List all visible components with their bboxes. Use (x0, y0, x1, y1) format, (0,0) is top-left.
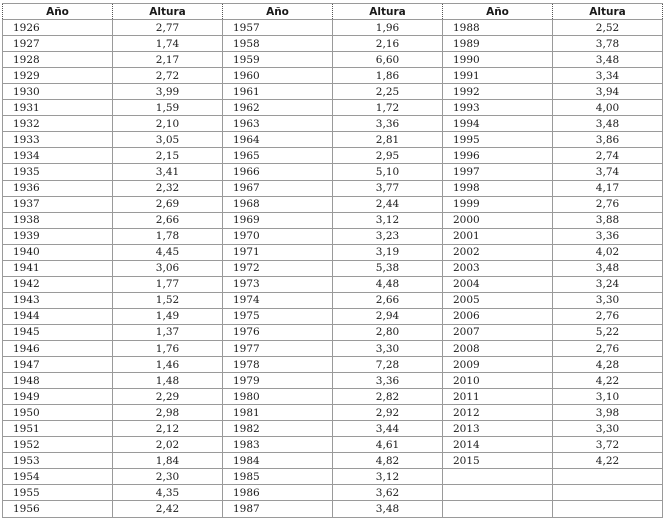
height-cell (553, 469, 663, 485)
year-cell: 1955 (3, 485, 113, 501)
table-row (3, 180, 663, 196)
year-cell: 1946 (3, 340, 113, 356)
table-body (3, 20, 663, 517)
year-cell: 1952 (3, 437, 113, 453)
year-cell: 1948 (3, 373, 113, 389)
height-cell: 3,10 (553, 389, 663, 405)
height-cell: 3,48 (553, 116, 663, 132)
height-cell: 4,17 (553, 180, 663, 196)
table-row (3, 308, 663, 324)
height-cell: 2,30 (113, 469, 223, 485)
year-cell: 1953 (3, 453, 113, 469)
height-cell: 6,60 (333, 52, 443, 68)
year-cell: 1940 (3, 244, 113, 260)
height-cell: 3,19 (333, 244, 443, 260)
height-cell: 3,36 (333, 116, 443, 132)
year-cell: 1982 (223, 421, 333, 437)
year-cell: 2010 (443, 373, 553, 389)
year-cell: 1975 (223, 308, 333, 324)
header-height-2: Altura (333, 4, 443, 20)
year-cell: 1981 (223, 405, 333, 421)
year-cell: 1994 (443, 116, 553, 132)
header-year-1: Año (3, 4, 113, 20)
year-cell: 1931 (3, 100, 113, 116)
year-cell: 1977 (223, 340, 333, 356)
table-row (3, 212, 663, 228)
table-row (3, 421, 663, 437)
year-cell (443, 501, 553, 517)
year-cell: 1973 (223, 276, 333, 292)
year-cell: 1936 (3, 180, 113, 196)
year-cell: 1961 (223, 84, 333, 100)
height-cell (553, 485, 663, 501)
height-cell: 3,44 (333, 421, 443, 437)
height-cell: 4,02 (553, 244, 663, 260)
year-cell: 1972 (223, 260, 333, 276)
height-cell: 2,02 (113, 437, 223, 453)
height-cell: 2,25 (333, 84, 443, 100)
year-cell: 2007 (443, 324, 553, 340)
table-row (3, 20, 663, 36)
table-row (3, 469, 663, 485)
year-cell: 1932 (3, 116, 113, 132)
height-cell: 1,84 (113, 453, 223, 469)
height-cell (553, 501, 663, 517)
height-cell: 3,86 (553, 132, 663, 148)
header-row (3, 4, 663, 20)
year-cell: 1993 (443, 100, 553, 116)
height-cell: 2,16 (333, 36, 443, 52)
year-cell: 1954 (3, 469, 113, 485)
height-cell: 3,48 (553, 52, 663, 68)
year-cell: 2000 (443, 212, 553, 228)
height-cell: 3,74 (553, 164, 663, 180)
year-cell: 2005 (443, 292, 553, 308)
height-cell: 2,76 (553, 308, 663, 324)
height-cell: 2,95 (333, 148, 443, 164)
year-cell: 2014 (443, 437, 553, 453)
height-cell: 2,66 (113, 212, 223, 228)
height-cell: 3,62 (333, 485, 443, 501)
height-cell: 2,72 (113, 68, 223, 84)
year-cell: 2011 (443, 389, 553, 405)
year-cell: 1987 (223, 501, 333, 517)
year-cell: 1943 (3, 292, 113, 308)
table-row (3, 196, 663, 212)
height-cell: 2,32 (113, 180, 223, 196)
year-cell: 1979 (223, 373, 333, 389)
year-cell: 1963 (223, 116, 333, 132)
table-row (3, 340, 663, 356)
year-cell: 1978 (223, 357, 333, 373)
year-cell: 1971 (223, 244, 333, 260)
year-cell: 1995 (443, 132, 553, 148)
year-cell: 1966 (223, 164, 333, 180)
table-row (3, 453, 663, 469)
height-cell: 3,48 (333, 501, 443, 517)
year-cell: 1933 (3, 132, 113, 148)
height-cell: 1,78 (113, 228, 223, 244)
year-cell: 1934 (3, 148, 113, 164)
height-cell: 7,28 (333, 357, 443, 373)
table-row (3, 485, 663, 501)
height-cell: 3,12 (333, 212, 443, 228)
table-row (3, 276, 663, 292)
height-cell: 3,41 (113, 164, 223, 180)
height-cell: 3,72 (553, 437, 663, 453)
header-height-1: Altura (113, 4, 223, 20)
height-cell: 1,59 (113, 100, 223, 116)
height-cell: 4,22 (553, 373, 663, 389)
height-cell: 1,77 (113, 276, 223, 292)
year-cell: 1984 (223, 453, 333, 469)
height-cell: 1,96 (333, 20, 443, 36)
year-cell: 1983 (223, 437, 333, 453)
table-row (3, 148, 663, 164)
height-cell: 4,28 (553, 357, 663, 373)
year-cell: 1930 (3, 84, 113, 100)
table-row (3, 36, 663, 52)
header-height-3: Altura (553, 4, 663, 20)
height-cell: 2,52 (553, 20, 663, 36)
height-cell: 3,36 (333, 373, 443, 389)
height-cell: 2,81 (333, 132, 443, 148)
height-cell: 3,78 (553, 36, 663, 52)
height-cell: 2,29 (113, 389, 223, 405)
year-cell: 1927 (3, 36, 113, 52)
year-cell: 1985 (223, 469, 333, 485)
year-cell: 1942 (3, 276, 113, 292)
table-row (3, 405, 663, 421)
year-cell: 1926 (3, 20, 113, 36)
height-cell: 2,76 (553, 196, 663, 212)
height-cell: 3,88 (553, 212, 663, 228)
height-cell: 2,44 (333, 196, 443, 212)
table-row (3, 116, 663, 132)
height-cell: 5,10 (333, 164, 443, 180)
year-cell: 1958 (223, 36, 333, 52)
year-cell: 2008 (443, 340, 553, 356)
year-cell: 2004 (443, 276, 553, 292)
table-row (3, 389, 663, 405)
height-cell: 2,77 (113, 20, 223, 36)
table-row (3, 164, 663, 180)
year-cell: 1968 (223, 196, 333, 212)
table-row (3, 228, 663, 244)
height-cell: 1,52 (113, 292, 223, 308)
table-row (3, 84, 663, 100)
height-cell: 4,48 (333, 276, 443, 292)
table-row (3, 501, 663, 517)
header-year-2: Año (223, 4, 333, 20)
year-cell: 1997 (443, 164, 553, 180)
year-cell: 1991 (443, 68, 553, 84)
height-cell: 3,24 (553, 276, 663, 292)
year-cell: 1959 (223, 52, 333, 68)
height-cell: 1,72 (333, 100, 443, 116)
year-cell: 1929 (3, 68, 113, 84)
height-cell: 4,82 (333, 453, 443, 469)
year-cell: 1986 (223, 485, 333, 501)
height-cell: 5,38 (333, 260, 443, 276)
height-cell: 3,06 (113, 260, 223, 276)
height-cell: 1,86 (333, 68, 443, 84)
height-cell: 2,69 (113, 196, 223, 212)
year-cell: 1960 (223, 68, 333, 84)
table-row (3, 324, 663, 340)
year-cell: 1947 (3, 357, 113, 373)
height-cell: 2,10 (113, 116, 223, 132)
height-cell: 3,30 (553, 421, 663, 437)
year-cell: 1937 (3, 196, 113, 212)
year-cell: 2012 (443, 405, 553, 421)
year-cell: 1935 (3, 164, 113, 180)
height-cell: 3,12 (333, 469, 443, 485)
table-row (3, 100, 663, 116)
year-cell: 1964 (223, 132, 333, 148)
year-cell: 1980 (223, 389, 333, 405)
height-cell: 2,82 (333, 389, 443, 405)
year-cell: 1990 (443, 52, 553, 68)
year-cell: 2001 (443, 228, 553, 244)
year-cell (443, 485, 553, 501)
height-cell: 4,35 (113, 485, 223, 501)
height-cell: 3,36 (553, 228, 663, 244)
height-cell: 2,76 (553, 340, 663, 356)
height-cell: 1,37 (113, 324, 223, 340)
height-cell: 3,30 (553, 292, 663, 308)
year-cell: 1950 (3, 405, 113, 421)
height-cell: 4,45 (113, 244, 223, 260)
table-row (3, 244, 663, 260)
header-year-3: Año (443, 4, 553, 20)
year-cell: 2006 (443, 308, 553, 324)
year-cell: 2015 (443, 453, 553, 469)
table-row (3, 68, 663, 84)
year-cell: 1962 (223, 100, 333, 116)
year-cell: 1965 (223, 148, 333, 164)
year-cell: 1992 (443, 84, 553, 100)
height-cell: 4,61 (333, 437, 443, 453)
year-cell: 1988 (443, 20, 553, 36)
year-cell: 1970 (223, 228, 333, 244)
height-cell: 2,92 (333, 405, 443, 421)
year-cell: 1989 (443, 36, 553, 52)
height-cell: 3,99 (113, 84, 223, 100)
table-row (3, 260, 663, 276)
height-cell: 3,05 (113, 132, 223, 148)
height-cell: 3,34 (553, 68, 663, 84)
year-cell (443, 469, 553, 485)
year-cell: 1945 (3, 324, 113, 340)
height-cell: 2,17 (113, 52, 223, 68)
table-row (3, 357, 663, 373)
height-cell: 2,98 (113, 405, 223, 421)
height-cell: 3,48 (553, 260, 663, 276)
year-cell: 2013 (443, 421, 553, 437)
table-row (3, 373, 663, 389)
year-cell: 1996 (443, 148, 553, 164)
height-cell: 1,74 (113, 36, 223, 52)
year-cell: 2002 (443, 244, 553, 260)
table-header (3, 4, 663, 20)
year-cell: 1949 (3, 389, 113, 405)
height-cell: 3,77 (333, 180, 443, 196)
year-cell: 1939 (3, 228, 113, 244)
height-cell: 1,46 (113, 357, 223, 373)
year-cell: 1928 (3, 52, 113, 68)
year-cell: 1967 (223, 180, 333, 196)
year-cell: 1957 (223, 20, 333, 36)
table-row (3, 292, 663, 308)
year-cell: 1998 (443, 180, 553, 196)
height-cell: 2,74 (553, 148, 663, 164)
height-cell: 3,30 (333, 340, 443, 356)
height-cell: 2,80 (333, 324, 443, 340)
year-cell: 2009 (443, 357, 553, 373)
year-cell: 1951 (3, 421, 113, 437)
data-table-container (2, 3, 661, 518)
height-cell: 2,42 (113, 501, 223, 517)
year-cell: 1976 (223, 324, 333, 340)
year-cell: 2003 (443, 260, 553, 276)
height-cell: 4,00 (553, 100, 663, 116)
year-cell: 1941 (3, 260, 113, 276)
height-cell: 3,98 (553, 405, 663, 421)
table-row (3, 52, 663, 68)
height-cell: 4,22 (553, 453, 663, 469)
year-cell: 1938 (3, 212, 113, 228)
year-cell: 1956 (3, 501, 113, 517)
height-cell: 1,76 (113, 340, 223, 356)
height-cell: 1,48 (113, 373, 223, 389)
year-cell: 1969 (223, 212, 333, 228)
height-cell: 3,94 (553, 84, 663, 100)
height-cell: 2,15 (113, 148, 223, 164)
height-cell: 5,22 (553, 324, 663, 340)
year-cell: 1999 (443, 196, 553, 212)
table-row (3, 132, 663, 148)
year-cell: 1974 (223, 292, 333, 308)
height-cell: 2,94 (333, 308, 443, 324)
height-cell: 1,49 (113, 308, 223, 324)
year-height-table (2, 3, 663, 518)
year-cell: 1944 (3, 308, 113, 324)
height-cell: 3,23 (333, 228, 443, 244)
height-cell: 2,12 (113, 421, 223, 437)
table-row (3, 437, 663, 453)
height-cell: 2,66 (333, 292, 443, 308)
